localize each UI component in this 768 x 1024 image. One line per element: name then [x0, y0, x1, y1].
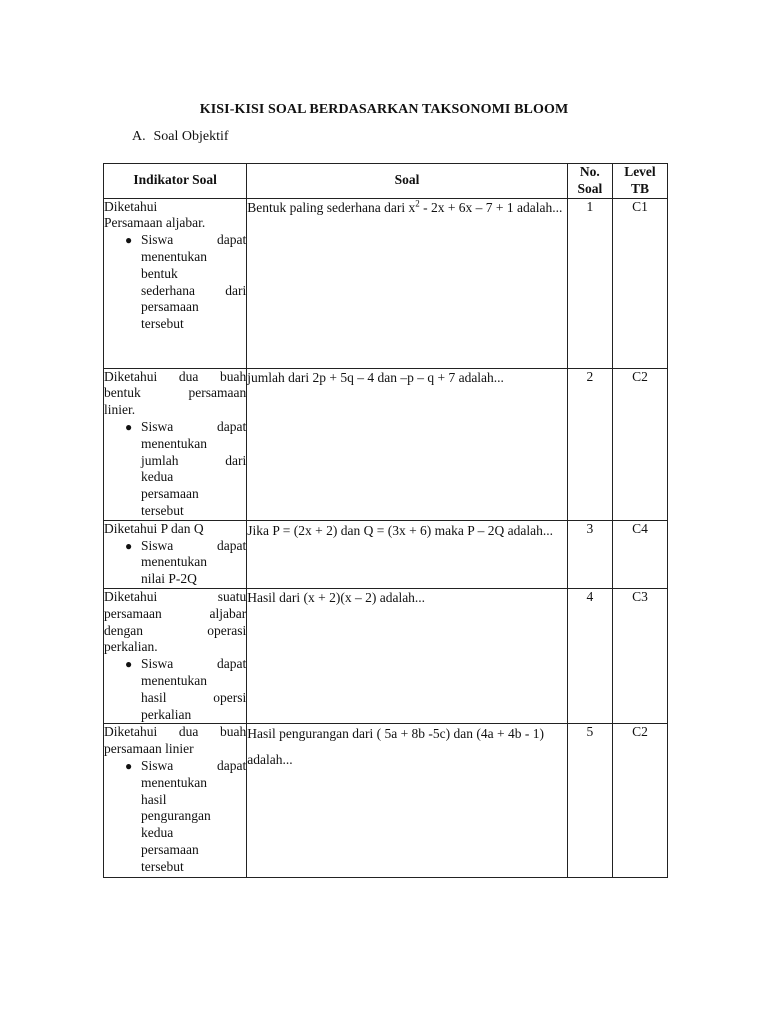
header-level-line2: TB	[630, 180, 649, 196]
bullet-icon: ●	[125, 538, 133, 553]
level-cell: C2	[612, 368, 667, 520]
no-soal-cell: 2	[567, 368, 612, 520]
bullet-line: Siswa dapat	[141, 656, 247, 672]
table-row	[104, 520, 668, 588]
header-level-line1: Level	[624, 164, 656, 179]
indikator-line: Diketahui dua buah	[104, 368, 247, 384]
indikator-line: persamaan aljabar	[104, 605, 247, 621]
indikator-bullet	[104, 758, 246, 876]
soal-text: Jika P = (2x + 2) dan Q = (3x + 6) maka P – 2Q adalah...	[247, 522, 554, 538]
soal-cell	[247, 368, 568, 520]
bullet-line: jumlah dari	[141, 452, 247, 468]
table-row	[104, 198, 668, 368]
level-cell: C4	[612, 520, 667, 588]
indikator-cell	[104, 724, 247, 878]
bullet-line: menentukan	[141, 554, 207, 570]
indikator-line: persamaan linier	[104, 741, 194, 757]
bullet-line: kedua	[141, 469, 174, 485]
indikator-line: dengan operasi	[104, 622, 247, 638]
bullet-line: hasil	[141, 791, 167, 807]
header-no-soal-line1: No.	[579, 164, 600, 179]
table-row	[104, 368, 668, 520]
indikator-line: Diketahui P dan Q	[104, 520, 204, 536]
section-title: Soal Objektif	[153, 129, 229, 144]
soal-cell	[247, 588, 568, 723]
no-soal-cell: 1	[567, 198, 612, 368]
indikator-line: Diketahui	[104, 198, 158, 214]
soal-cell	[247, 724, 568, 878]
indikator-bullet	[104, 232, 246, 333]
header-no-soal	[567, 164, 612, 199]
bullet-line: pengurangan	[141, 808, 211, 824]
indikator-line: Diketahui dua buah	[104, 724, 247, 740]
table-header-row	[104, 164, 668, 199]
indikator-cell	[104, 198, 247, 368]
bullet-line: menentukan	[141, 435, 207, 451]
indikator-cell	[104, 368, 247, 520]
bullet-line: persamaan	[141, 841, 199, 857]
soal-cell	[247, 520, 568, 588]
level-cell: C2	[612, 724, 667, 878]
header-no-soal-line2: Soal	[577, 180, 603, 196]
table-row	[104, 724, 668, 878]
bullet-line: Siswa dapat	[141, 232, 247, 248]
bullet-line: hasil opersi	[141, 689, 247, 705]
bullet-line: tersebut	[141, 316, 184, 332]
kisi-kisi-table	[103, 163, 668, 878]
level-cell: C3	[612, 588, 667, 723]
soal-text-post: - 2x + 6x – 7 + 1 adalah...	[419, 199, 563, 215]
bullet-line: tersebut	[141, 858, 184, 874]
bullet-line: menentukan	[141, 248, 207, 264]
bullet-line: menentukan	[141, 774, 207, 790]
header-level-tb	[612, 164, 667, 199]
indikator-line: linier.	[104, 402, 136, 418]
bullet-line: Siswa dapat	[141, 757, 247, 773]
bullet-line: Siswa dapat	[141, 537, 247, 553]
bullet-line: tersebut	[141, 502, 184, 518]
bullet-line: kedua	[141, 825, 174, 841]
bullet-line: persamaan	[141, 486, 199, 502]
header-indikator: Indikator Soal	[104, 164, 247, 199]
soal-text: Hasil dari (x + 2)(x – 2) adalah...	[247, 589, 426, 605]
table-row	[104, 588, 668, 723]
bullet-line: perkalian	[141, 706, 192, 722]
bullet-line: persamaan	[141, 299, 199, 315]
section-heading	[132, 129, 229, 145]
soal-exponent: 2	[415, 198, 420, 209]
indikator-line: Diketahui suatu	[104, 588, 247, 604]
no-soal-cell: 5	[567, 724, 612, 878]
level-cell: C1	[612, 198, 667, 368]
soal-text	[247, 199, 567, 216]
bullet-icon: ●	[125, 419, 133, 434]
indikator-line: bentuk persamaan	[104, 385, 247, 401]
soal-text: Hasil pengurangan dari ( 5a + 8b -5c) dan (4a + 4b - 1) adalah...	[247, 726, 544, 768]
bullet-icon: ●	[125, 657, 133, 672]
soal-cell	[247, 198, 568, 368]
soal-text-pre: Bentuk paling sederhana dari x	[247, 199, 416, 215]
indikator-cell	[104, 588, 247, 723]
indikator-bullet	[104, 656, 246, 723]
soal-text: jumlah dari 2p + 5q – 4 dan –p – q + 7 adalah...	[247, 369, 504, 385]
bullet-line: sederhana dari	[141, 282, 247, 298]
indikator-bullet	[104, 419, 246, 520]
bullet-line: nilai P-2Q	[141, 571, 197, 587]
bullet-icon: ●	[125, 233, 133, 248]
bullet-line: menentukan	[141, 672, 207, 688]
bullet-line: bentuk	[141, 265, 178, 281]
no-soal-cell: 4	[567, 588, 612, 723]
section-label: A.	[132, 129, 146, 144]
indikator-cell	[104, 520, 247, 588]
bullet-icon: ●	[125, 758, 133, 773]
document-title: KISI-KISI SOAL BERDASARKAN TAKSONOMI BLOOM	[199, 102, 569, 117]
indikator-line: Persamaan aljabar.	[104, 215, 206, 231]
indikator-line: perkalian.	[104, 639, 158, 655]
no-soal-cell: 3	[567, 520, 612, 588]
bullet-line: Siswa dapat	[141, 418, 247, 434]
indikator-bullet	[104, 538, 246, 588]
header-soal: Soal	[247, 164, 568, 199]
